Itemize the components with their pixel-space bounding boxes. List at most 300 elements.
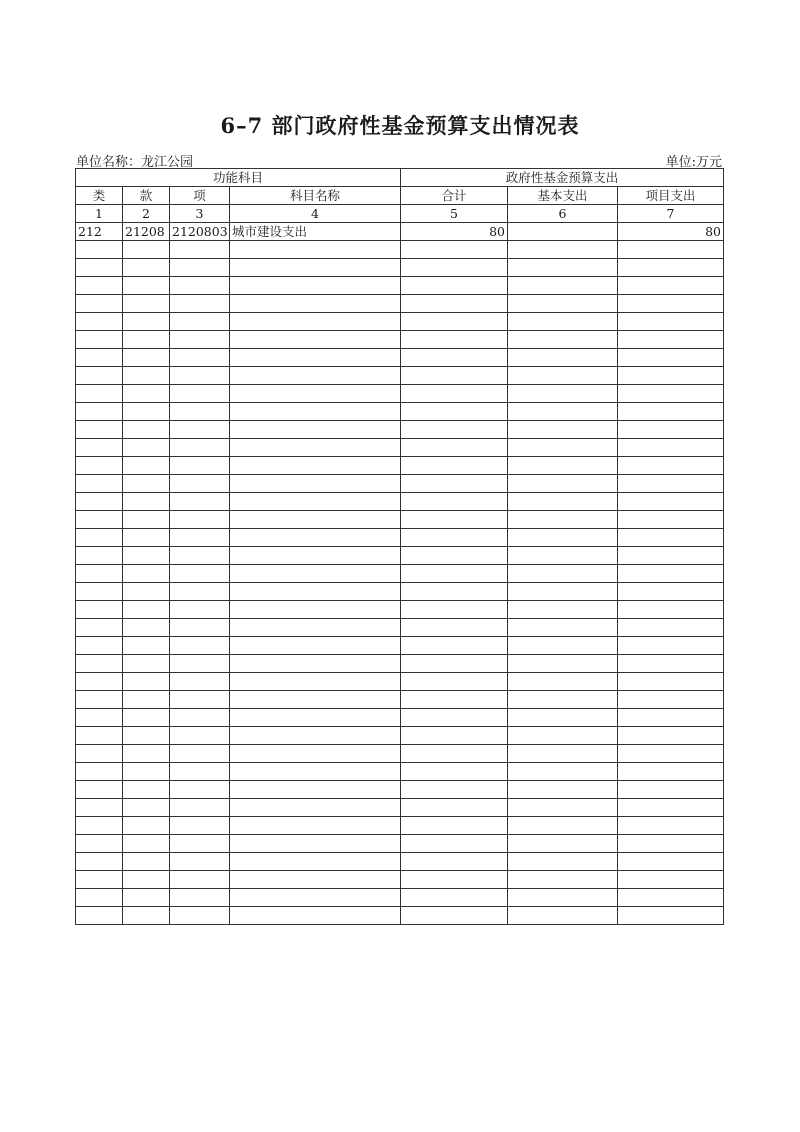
empty-table-row [76, 655, 724, 673]
empty-cell [230, 493, 401, 511]
empty-cell [170, 403, 230, 421]
empty-cell [230, 799, 401, 817]
empty-cell [230, 349, 401, 367]
empty-cell [618, 853, 724, 871]
empty-cell [170, 493, 230, 511]
empty-cell [123, 907, 170, 925]
empty-cell [123, 781, 170, 799]
page-title: 6–7 部门政府性基金预算支出情况表 [220, 113, 580, 138]
empty-cell [508, 763, 618, 781]
empty-cell [230, 637, 401, 655]
empty-cell [76, 727, 123, 745]
empty-table-row [76, 547, 724, 565]
empty-cell [508, 601, 618, 619]
empty-cell [508, 709, 618, 727]
empty-cell [123, 511, 170, 529]
empty-cell [76, 817, 123, 835]
empty-table-row [76, 619, 724, 637]
empty-cell [230, 313, 401, 331]
empty-cell [230, 853, 401, 871]
col-number-5: 5 [401, 205, 508, 223]
empty-cell [230, 511, 401, 529]
empty-cell [618, 691, 724, 709]
empty-cell [123, 871, 170, 889]
empty-table-row [76, 457, 724, 475]
empty-cell [170, 349, 230, 367]
empty-cell [170, 745, 230, 763]
empty-cell [508, 727, 618, 745]
empty-cell [508, 871, 618, 889]
empty-cell [230, 889, 401, 907]
empty-cell [123, 835, 170, 853]
empty-cell [508, 529, 618, 547]
empty-table-row [76, 529, 724, 547]
empty-cell [618, 457, 724, 475]
empty-cell [76, 457, 123, 475]
empty-cell [76, 601, 123, 619]
empty-cell [618, 781, 724, 799]
empty-cell [123, 601, 170, 619]
header-gov-fund-expenditure: 政府性基金预算支出 [401, 169, 724, 187]
empty-cell [170, 511, 230, 529]
empty-cell [76, 907, 123, 925]
empty-cell [618, 889, 724, 907]
empty-cell [230, 745, 401, 763]
empty-table-row [76, 853, 724, 871]
empty-table-row [76, 691, 724, 709]
empty-cell [401, 511, 508, 529]
col-number-1: 1 [76, 205, 123, 223]
empty-cell [123, 637, 170, 655]
header-group-row [76, 169, 724, 187]
empty-cell [618, 385, 724, 403]
empty-cell [508, 313, 618, 331]
empty-cell [618, 907, 724, 925]
header-number-row [76, 205, 724, 223]
empty-cell [230, 547, 401, 565]
empty-table-row [76, 511, 724, 529]
empty-cell [401, 727, 508, 745]
empty-cell [618, 799, 724, 817]
empty-cell [123, 745, 170, 763]
empty-cell [76, 493, 123, 511]
table-row [76, 223, 724, 241]
empty-cell [123, 241, 170, 259]
empty-cell [76, 691, 123, 709]
empty-cell [170, 259, 230, 277]
empty-cell [123, 673, 170, 691]
empty-cell [123, 619, 170, 637]
empty-cell [618, 511, 724, 529]
empty-cell [230, 403, 401, 421]
empty-table-row [76, 763, 724, 781]
empty-cell [618, 835, 724, 853]
empty-cell [230, 709, 401, 727]
empty-cell [508, 421, 618, 439]
empty-cell [401, 331, 508, 349]
header-column-row [76, 187, 724, 205]
empty-cell [170, 457, 230, 475]
empty-table-row [76, 871, 724, 889]
empty-cell [508, 889, 618, 907]
header-project: 项目支出 [618, 187, 724, 205]
empty-cell [170, 799, 230, 817]
empty-cell [401, 853, 508, 871]
empty-cell [170, 871, 230, 889]
empty-cell [76, 889, 123, 907]
empty-table-row [76, 439, 724, 457]
empty-cell [170, 241, 230, 259]
empty-cell [401, 799, 508, 817]
empty-table-row [76, 799, 724, 817]
empty-cell [76, 763, 123, 781]
empty-cell [508, 439, 618, 457]
empty-cell [76, 799, 123, 817]
empty-cell [123, 889, 170, 907]
empty-table-row [76, 781, 724, 799]
empty-cell [123, 565, 170, 583]
header-subject-name: 科目名称 [230, 187, 401, 205]
empty-cell [123, 295, 170, 313]
empty-cell [170, 781, 230, 799]
empty-cell [508, 655, 618, 673]
empty-cell [401, 709, 508, 727]
empty-cell [508, 673, 618, 691]
empty-cell [123, 385, 170, 403]
empty-cell [123, 475, 170, 493]
empty-cell [618, 475, 724, 493]
empty-table-row [76, 349, 724, 367]
empty-cell [76, 673, 123, 691]
empty-cell [618, 349, 724, 367]
empty-cell [170, 295, 230, 313]
empty-cell [618, 583, 724, 601]
empty-cell [76, 475, 123, 493]
empty-cell [618, 331, 724, 349]
empty-cell [76, 403, 123, 421]
empty-cell [618, 673, 724, 691]
empty-cell [76, 259, 123, 277]
empty-cell [508, 583, 618, 601]
empty-cell [76, 709, 123, 727]
empty-cell [618, 637, 724, 655]
empty-table-row [76, 331, 724, 349]
empty-cell [618, 439, 724, 457]
empty-cell [508, 565, 618, 583]
empty-table-row [76, 385, 724, 403]
empty-cell [76, 529, 123, 547]
empty-cell [230, 439, 401, 457]
empty-cell [230, 619, 401, 637]
empty-cell [401, 421, 508, 439]
empty-cell [618, 403, 724, 421]
empty-cell [401, 889, 508, 907]
empty-cell [123, 817, 170, 835]
empty-cell [401, 763, 508, 781]
empty-cell [170, 475, 230, 493]
empty-cell [170, 367, 230, 385]
empty-cell [170, 313, 230, 331]
empty-cell [508, 259, 618, 277]
empty-cell [170, 889, 230, 907]
empty-cell [76, 853, 123, 871]
empty-cell [508, 691, 618, 709]
empty-cell [508, 475, 618, 493]
empty-cell [401, 817, 508, 835]
empty-cell [123, 457, 170, 475]
empty-cell [618, 313, 724, 331]
empty-cell [230, 583, 401, 601]
empty-cell [170, 421, 230, 439]
cell-project: 80 [618, 223, 724, 241]
empty-cell [170, 529, 230, 547]
empty-cell [401, 691, 508, 709]
empty-cell [170, 817, 230, 835]
empty-cell [76, 349, 123, 367]
header-kuan: 款 [123, 187, 170, 205]
empty-table-row [76, 637, 724, 655]
empty-cell [230, 817, 401, 835]
empty-cell [508, 781, 618, 799]
empty-cell [401, 439, 508, 457]
empty-cell [76, 871, 123, 889]
empty-cell [123, 709, 170, 727]
empty-cell [508, 907, 618, 925]
empty-table-row [76, 493, 724, 511]
empty-table-row [76, 277, 724, 295]
empty-cell [508, 637, 618, 655]
empty-cell [123, 331, 170, 349]
empty-cell [230, 691, 401, 709]
cell-basic [508, 223, 618, 241]
empty-cell [401, 619, 508, 637]
empty-cell [123, 655, 170, 673]
empty-table-row [76, 367, 724, 385]
empty-cell [170, 907, 230, 925]
col-number-6: 6 [508, 205, 618, 223]
empty-cell [76, 511, 123, 529]
header-total: 合计 [401, 187, 508, 205]
empty-cell [618, 601, 724, 619]
empty-table-row [76, 601, 724, 619]
empty-cell [76, 637, 123, 655]
empty-cell [123, 367, 170, 385]
empty-cell [618, 493, 724, 511]
empty-cell [170, 673, 230, 691]
cell-xiang: 2120803 [170, 223, 230, 241]
empty-cell [508, 403, 618, 421]
empty-table-row [76, 889, 724, 907]
empty-cell [170, 601, 230, 619]
empty-cell [76, 241, 123, 259]
empty-cell [170, 763, 230, 781]
empty-cell [508, 367, 618, 385]
empty-cell [618, 241, 724, 259]
empty-cell [401, 403, 508, 421]
empty-table-row [76, 241, 724, 259]
empty-cell [230, 421, 401, 439]
empty-cell [401, 367, 508, 385]
empty-table-row [76, 313, 724, 331]
empty-cell [618, 277, 724, 295]
empty-cell [76, 385, 123, 403]
empty-cell [401, 385, 508, 403]
empty-cell [508, 817, 618, 835]
empty-cell [508, 385, 618, 403]
empty-cell [230, 277, 401, 295]
empty-cell [230, 907, 401, 925]
col-number-7: 7 [618, 205, 724, 223]
empty-cell [401, 583, 508, 601]
empty-cell [508, 853, 618, 871]
empty-cell [618, 817, 724, 835]
unit-name-label: 单位名称：龙江公园 [76, 155, 194, 170]
empty-cell [508, 241, 618, 259]
empty-cell [170, 655, 230, 673]
empty-cell [508, 493, 618, 511]
empty-cell [230, 871, 401, 889]
empty-cell [401, 871, 508, 889]
empty-cell [401, 475, 508, 493]
empty-cell [170, 565, 230, 583]
empty-cell [401, 349, 508, 367]
empty-cell [76, 745, 123, 763]
empty-cell [230, 457, 401, 475]
empty-cell [401, 259, 508, 277]
empty-cell [170, 691, 230, 709]
empty-cell [123, 799, 170, 817]
empty-cell [618, 763, 724, 781]
empty-table-row [76, 565, 724, 583]
empty-table-row [76, 727, 724, 745]
empty-cell [618, 367, 724, 385]
empty-table-row [76, 817, 724, 835]
budget-table [75, 168, 724, 925]
empty-cell [401, 457, 508, 475]
header-basic: 基本支出 [508, 187, 618, 205]
empty-cell [76, 655, 123, 673]
empty-table-row [76, 709, 724, 727]
empty-cell [230, 727, 401, 745]
empty-cell [618, 529, 724, 547]
empty-cell [508, 457, 618, 475]
empty-cell [230, 295, 401, 313]
empty-cell [170, 547, 230, 565]
empty-cell [170, 385, 230, 403]
empty-cell [230, 529, 401, 547]
empty-cell [401, 835, 508, 853]
empty-cell [123, 727, 170, 745]
empty-cell [76, 781, 123, 799]
empty-cell [123, 313, 170, 331]
col-number-3: 3 [170, 205, 230, 223]
empty-cell [618, 619, 724, 637]
empty-cell [618, 565, 724, 583]
empty-cell [618, 745, 724, 763]
empty-cell [508, 547, 618, 565]
empty-cell [123, 403, 170, 421]
header-lei: 类 [76, 187, 123, 205]
empty-cell [508, 331, 618, 349]
cell-subject-name: 城市建设支出 [230, 223, 401, 241]
empty-cell [123, 529, 170, 547]
empty-cell [230, 475, 401, 493]
empty-cell [230, 781, 401, 799]
empty-cell [618, 421, 724, 439]
empty-cell [76, 295, 123, 313]
empty-cell [123, 493, 170, 511]
empty-cell [170, 709, 230, 727]
empty-cell [618, 259, 724, 277]
empty-cell [618, 871, 724, 889]
empty-table-row [76, 403, 724, 421]
empty-cell [230, 331, 401, 349]
empty-cell [170, 835, 230, 853]
empty-cell [401, 277, 508, 295]
empty-cell [618, 727, 724, 745]
empty-cell [508, 295, 618, 313]
empty-cell [76, 421, 123, 439]
empty-cell [230, 601, 401, 619]
empty-cell [508, 349, 618, 367]
header-xiang: 项 [170, 187, 230, 205]
cell-kuan: 21208 [123, 223, 170, 241]
empty-cell [123, 349, 170, 367]
empty-cell [76, 565, 123, 583]
empty-cell [230, 241, 401, 259]
empty-cell [401, 907, 508, 925]
empty-cell [76, 313, 123, 331]
empty-cell [170, 277, 230, 295]
empty-cell [618, 295, 724, 313]
empty-cell [76, 583, 123, 601]
empty-cell [76, 619, 123, 637]
empty-cell [230, 673, 401, 691]
empty-cell [508, 619, 618, 637]
header-functional-subject: 功能科目 [76, 169, 401, 187]
empty-cell [401, 637, 508, 655]
empty-cell [123, 853, 170, 871]
unit-label: 单位:万元 [665, 155, 722, 170]
empty-cell [123, 421, 170, 439]
empty-cell [401, 745, 508, 763]
empty-cell [76, 367, 123, 385]
empty-cell [401, 493, 508, 511]
empty-cell [76, 835, 123, 853]
empty-cell [230, 565, 401, 583]
empty-cell [76, 277, 123, 295]
empty-cell [170, 331, 230, 349]
empty-table-row [76, 583, 724, 601]
empty-cell [230, 763, 401, 781]
empty-cell [123, 583, 170, 601]
col-number-4: 4 [230, 205, 401, 223]
empty-cell [230, 655, 401, 673]
empty-table-row [76, 295, 724, 313]
empty-table-row [76, 475, 724, 493]
empty-cell [401, 313, 508, 331]
empty-cell [401, 529, 508, 547]
empty-cell [401, 547, 508, 565]
empty-cell [123, 277, 170, 295]
empty-cell [508, 835, 618, 853]
empty-cell [401, 565, 508, 583]
cell-lei: 212 [76, 223, 123, 241]
cell-total: 80 [401, 223, 508, 241]
empty-cell [230, 835, 401, 853]
empty-cell [123, 259, 170, 277]
empty-cell [401, 601, 508, 619]
